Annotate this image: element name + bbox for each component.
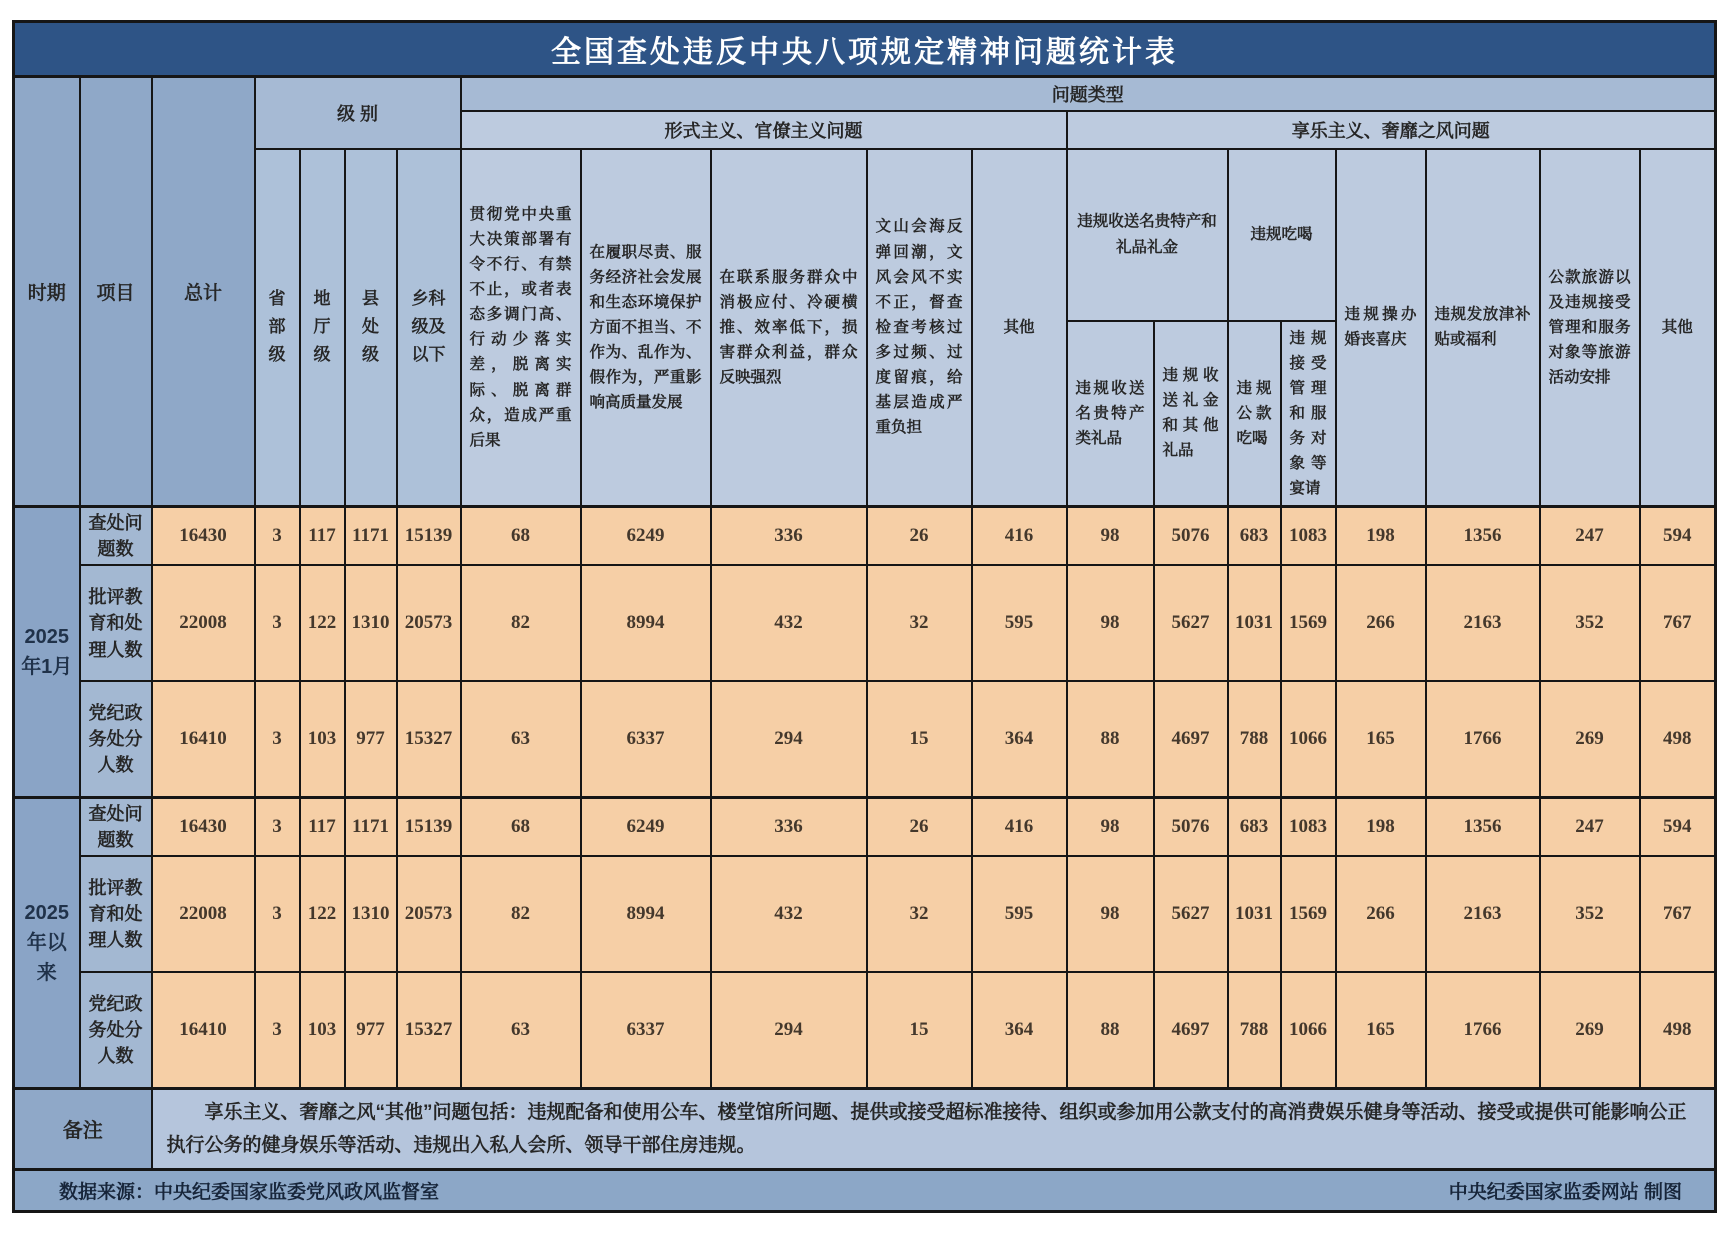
credit-text: 中央纪委国家监委网站 制图	[1448, 1182, 1682, 1204]
row-label: 批评教育和处理人数	[80, 856, 152, 972]
value-cell: 8994	[581, 565, 711, 681]
col-header-level-province: 省部级	[255, 149, 300, 507]
value-cell: 22008	[152, 856, 255, 972]
data-source-text: 数据来源：中央纪委国家监委党风政风监督室	[59, 1182, 440, 1204]
value-cell: 594	[1640, 507, 1716, 566]
row-label: 批评教育和处理人数	[80, 565, 152, 681]
value-cell: 4697	[1154, 972, 1228, 1088]
footer	[14, 1170, 1716, 1212]
value-cell: 98	[1067, 565, 1154, 681]
col-header-formalism-other: 其他	[972, 149, 1067, 507]
value-cell: 1766	[1426, 972, 1540, 1088]
value-cell: 977	[345, 972, 397, 1088]
value-cell: 269	[1540, 681, 1640, 797]
page-title: 全国查处违反中央八项规定精神问题统计表	[14, 22, 1716, 77]
value-cell: 20573	[397, 565, 461, 681]
value-cell: 5627	[1154, 856, 1228, 972]
col-header-dining-public-funds: 违规公款吃喝	[1228, 321, 1281, 507]
row-label: 查处问题数	[80, 797, 152, 856]
value-cell: 788	[1228, 972, 1281, 1088]
col-group-formalism: 形式主义、官僚主义问题	[461, 111, 1067, 149]
value-cell: 266	[1336, 565, 1426, 681]
value-cell: 1569	[1281, 856, 1336, 972]
value-cell: 3	[255, 797, 300, 856]
value-cell: 20573	[397, 856, 461, 972]
value-cell: 16430	[152, 797, 255, 856]
period-cell: 2025年1月	[14, 507, 80, 798]
value-cell: 165	[1336, 681, 1426, 797]
col-header-total: 总计	[152, 77, 255, 507]
col-header-level-township: 乡科级及以下	[397, 149, 461, 507]
value-cell: 6249	[581, 797, 711, 856]
footer-row	[14, 1170, 1716, 1212]
col-group-problem-type: 问题类型	[461, 77, 1716, 111]
period-cell: 2025年以来	[14, 797, 80, 1088]
col-header-level-county: 县处级	[345, 149, 397, 507]
value-cell: 3	[255, 681, 300, 797]
value-cell: 1066	[1281, 972, 1336, 1088]
value-cell: 88	[1067, 681, 1154, 797]
value-cell: 416	[972, 507, 1067, 566]
table-row	[14, 565, 1716, 681]
value-cell: 1066	[1281, 681, 1336, 797]
col-group-dining: 违规吃喝	[1228, 149, 1336, 321]
value-cell: 3	[255, 565, 300, 681]
value-cell: 198	[1336, 507, 1426, 566]
value-cell: 1766	[1426, 681, 1540, 797]
value-cell: 432	[711, 565, 867, 681]
value-cell: 4697	[1154, 681, 1228, 797]
row-label: 查处问题数	[80, 507, 152, 566]
value-cell: 1356	[1426, 507, 1540, 566]
value-cell: 98	[1067, 856, 1154, 972]
value-cell: 82	[461, 856, 581, 972]
header-row-groups	[14, 77, 1716, 111]
value-cell: 352	[1540, 856, 1640, 972]
value-cell: 364	[972, 972, 1067, 1088]
table-row	[14, 681, 1716, 797]
value-cell: 767	[1640, 856, 1716, 972]
value-cell: 26	[867, 797, 972, 856]
col-header-dining-banquet: 违规接受管理和服务对象等宴请	[1281, 321, 1336, 507]
value-cell: 63	[461, 972, 581, 1088]
value-cell: 336	[711, 797, 867, 856]
value-cell: 3	[255, 856, 300, 972]
col-header-gifts-cash: 违规收送礼金和其他礼品	[1154, 321, 1228, 507]
value-cell: 165	[1336, 972, 1426, 1088]
value-cell: 364	[972, 681, 1067, 797]
value-cell: 595	[972, 856, 1067, 972]
value-cell: 247	[1540, 797, 1640, 856]
value-cell: 432	[711, 856, 867, 972]
col-header-formalism-3: 在联系服务群众中消极应付、冷硬横推、效率低下，损害群众利益，群众反映强烈	[711, 149, 867, 507]
value-cell: 22008	[152, 565, 255, 681]
value-cell: 98	[1067, 507, 1154, 566]
value-cell: 3	[255, 972, 300, 1088]
col-header-formalism-1: 贯彻党中央重大决策部署有令不行、有禁不止，或者表态多调门高、行动少落实差，脱离实际、脱离群众，造成严重后果	[461, 149, 581, 507]
header-row-detail	[14, 149, 1716, 321]
value-cell: 767	[1640, 565, 1716, 681]
value-cell: 98	[1067, 797, 1154, 856]
value-cell: 32	[867, 856, 972, 972]
row-label: 党纪政务处分人数	[80, 972, 152, 1088]
col-header-gifts-specialty: 违规收送名贵特产类礼品	[1067, 321, 1154, 507]
value-cell: 1031	[1228, 856, 1281, 972]
value-cell: 352	[1540, 565, 1640, 681]
value-cell: 1171	[345, 797, 397, 856]
remark-text: 享乐主义、奢靡之风“其他”问题包括：违规配备和使用公车、楼堂馆所问题、提供或接受超标准接待、组织或参加用公款支付的高消费娱乐健身等活动、接受或提供可能影响公正执行公务的健身娱乐等活动、违规出入私人会所、领导干部住房违规。	[152, 1088, 1716, 1170]
value-cell: 266	[1336, 856, 1426, 972]
value-cell: 788	[1228, 681, 1281, 797]
value-cell: 294	[711, 681, 867, 797]
value-cell: 63	[461, 681, 581, 797]
remark-row	[14, 1088, 1716, 1170]
value-cell: 15139	[397, 797, 461, 856]
value-cell: 122	[300, 856, 345, 972]
value-cell: 247	[1540, 507, 1640, 566]
value-cell: 103	[300, 972, 345, 1088]
value-cell: 1569	[1281, 565, 1336, 681]
col-group-hedonism: 享乐主义、奢靡之风问题	[1067, 111, 1716, 149]
value-cell: 32	[867, 565, 972, 681]
value-cell: 117	[300, 797, 345, 856]
col-header-allowance: 违规发放津补贴或福利	[1426, 149, 1540, 507]
value-cell: 498	[1640, 681, 1716, 797]
value-cell: 269	[1540, 972, 1640, 1088]
value-cell: 1083	[1281, 797, 1336, 856]
col-header-travel: 公款旅游以及违规接受管理和服务对象等旅游活动安排	[1540, 149, 1640, 507]
value-cell: 683	[1228, 507, 1281, 566]
value-cell: 5627	[1154, 565, 1228, 681]
value-cell: 68	[461, 507, 581, 566]
value-cell: 1031	[1228, 565, 1281, 681]
value-cell: 1356	[1426, 797, 1540, 856]
value-cell: 683	[1228, 797, 1281, 856]
remark-label: 备注	[14, 1088, 152, 1170]
value-cell: 294	[711, 972, 867, 1088]
value-cell: 16410	[152, 681, 255, 797]
table-row	[14, 856, 1716, 972]
title-row	[14, 22, 1716, 77]
value-cell: 103	[300, 681, 345, 797]
col-header-wedding: 违规操办婚丧喜庆	[1336, 149, 1426, 507]
table-row	[14, 797, 1716, 856]
value-cell: 88	[1067, 972, 1154, 1088]
table-row	[14, 972, 1716, 1088]
value-cell: 122	[300, 565, 345, 681]
value-cell: 1171	[345, 507, 397, 566]
value-cell: 2163	[1426, 856, 1540, 972]
col-header-hedonism-other: 其他	[1640, 149, 1716, 507]
value-cell: 1083	[1281, 507, 1336, 566]
row-label: 党纪政务处分人数	[80, 681, 152, 797]
col-group-level: 级 别	[255, 77, 461, 149]
value-cell: 5076	[1154, 507, 1228, 566]
col-header-level-prefecture: 地厅级	[300, 149, 345, 507]
value-cell: 26	[867, 507, 972, 566]
col-group-gifts: 违规收送名贵特产和礼品礼金	[1067, 149, 1228, 321]
value-cell: 82	[461, 565, 581, 681]
value-cell: 498	[1640, 972, 1716, 1088]
value-cell: 117	[300, 507, 345, 566]
value-cell: 15	[867, 681, 972, 797]
value-cell: 416	[972, 797, 1067, 856]
col-header-formalism-4: 文山会海反弹回潮，文风会风不实不正，督查检查考核过多过频、过度留痕，给基层造成严重负担	[867, 149, 972, 507]
value-cell: 8994	[581, 856, 711, 972]
value-cell: 2163	[1426, 565, 1540, 681]
col-header-formalism-2: 在履职尽责、服务经济社会发展和生态环境保护方面不担当、不作为、乱作为、假作为，严重影响高质量发展	[581, 149, 711, 507]
value-cell: 977	[345, 681, 397, 797]
value-cell: 15327	[397, 681, 461, 797]
value-cell: 68	[461, 797, 581, 856]
col-header-period: 时期	[14, 77, 80, 507]
value-cell: 5076	[1154, 797, 1228, 856]
value-cell: 16410	[152, 972, 255, 1088]
value-cell: 6337	[581, 972, 711, 1088]
value-cell: 336	[711, 507, 867, 566]
value-cell: 15	[867, 972, 972, 1088]
value-cell: 1310	[345, 856, 397, 972]
col-header-item: 项目	[80, 77, 152, 507]
value-cell: 15327	[397, 972, 461, 1088]
value-cell: 15139	[397, 507, 461, 566]
table-row	[14, 507, 1716, 566]
value-cell: 594	[1640, 797, 1716, 856]
value-cell: 16430	[152, 507, 255, 566]
value-cell: 6337	[581, 681, 711, 797]
value-cell: 3	[255, 507, 300, 566]
value-cell: 595	[972, 565, 1067, 681]
value-cell: 1310	[345, 565, 397, 681]
statistics-table	[12, 20, 1717, 1213]
value-cell: 198	[1336, 797, 1426, 856]
value-cell: 6249	[581, 507, 711, 566]
